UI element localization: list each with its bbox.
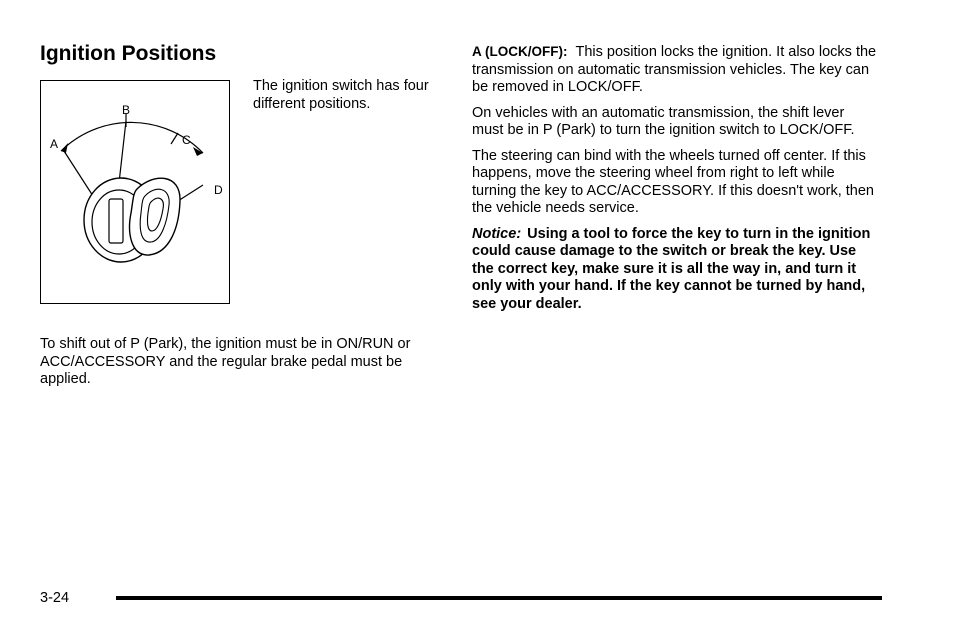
lock-off-text: This position locks the ignition. It also locks the transmission on automatic transmission vehicles. The key can be removed in LOCK/OFF. — [472, 44, 877, 95]
key-slot — [109, 199, 123, 243]
position-label-b: B — [122, 103, 131, 117]
tick-c — [171, 133, 178, 144]
page-title: Ignition Positions — [40, 42, 217, 65]
notice-text: Using a tool to force the key to turn in the ignition could cause damage to the switch or break the key. Use the correct key, make sure it is all the way in, and turn it only with your hand. If the key cannot be turned by hand, see your dealer. — [472, 225, 871, 312]
position-label-d: D — [214, 183, 223, 197]
notice-paragraph — [472, 226, 877, 314]
position-label-c: C — [182, 133, 191, 147]
ignition-switch-illustration — [40, 80, 230, 304]
line-position-b — [119, 121, 126, 183]
right-column — [472, 43, 877, 321]
park-shift-paragraph: To shift out of P (Park), the ignition must be in ON/RUN or ACC/ACCESSORY and the regular brake pedal must be applied. — [40, 336, 411, 387]
ignition-switch-drawing — [41, 81, 231, 305]
line-position-a — [64, 151, 93, 196]
notice-label: Notice: — [472, 225, 522, 242]
steering-bind-paragraph: The steering can bind with the wheels turned off center. If this happens, move the steering wheel from right to left while turning the key to ACC/ACCESSORY. If this doesn't work, then the vehicle needs service. — [472, 147, 874, 216]
footer-rule — [116, 596, 882, 600]
lock-off-paragraph — [472, 43, 877, 97]
automatic-transmission-paragraph: On vehicles with an automatic transmission, the shift lever must be in P (Park) to turn the ignition switch to LOCK/OFF. — [472, 104, 855, 138]
page-number: 3-24 — [40, 590, 70, 606]
figure-caption: The ignition switch has four different positions. — [253, 78, 429, 112]
lock-off-term: A (LOCK/OFF): — [472, 44, 568, 59]
position-label-a: A — [50, 137, 59, 151]
